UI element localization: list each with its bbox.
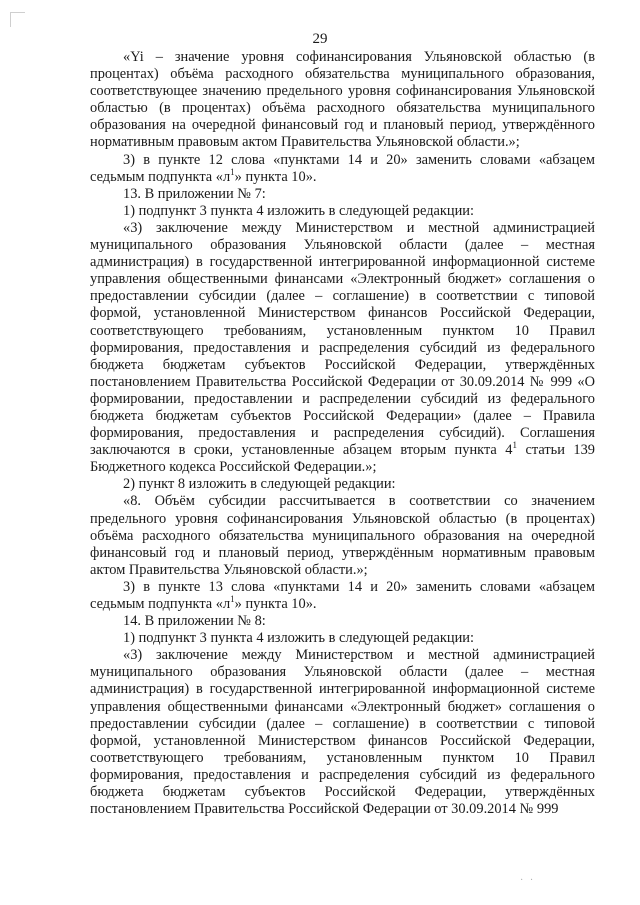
page-number: 29 — [312, 31, 328, 47]
text-segment: » пункта 10». — [234, 168, 317, 185]
paragraph-10 — [90, 630, 595, 647]
paragraph-7 — [90, 493, 595, 578]
text-segment: статьи 139 Бюджетного кодекса Российской Федерации.»; — [90, 442, 595, 476]
superscript: 1 — [230, 166, 235, 177]
text-segment: 2) пункт 8 изложить в следующей редакции: — [123, 476, 396, 493]
text-segment: 1) подпункт 3 пункта 4 изложить в следующей редакции: — [123, 630, 474, 647]
paragraph-5 — [90, 220, 595, 476]
paragraph-2 — [90, 152, 595, 186]
paragraph-1 — [90, 49, 595, 152]
text-segment: «3) заключение между Министерством и местной администрацией муниципального образования Ульяновской области (далее – местная администрация) в государственной интегрированной информационной системе управления общественными финансами «Электронный бюджет» соглашения о предоставлении субсидии (далее – соглашение) в соответствии с типовой формой, установленной Министерством финансов Российской Федерации, соответствующего требованиям, установленным пунктом 10 Правил формирования, предоставления и распределения субсидий из федерального бюджета бюджетам субъектов Российской Федерации, утверждённых постановлением Правительства Российской Федерации от 30.09.2014 № 999 «О формировании, предоставлении и распределении субсидий из федерального бюджета бюджетам субъектов Российской Федерации» (далее – Правила формирования, предоставления и распределения субсидий). Соглашения заключаются в сроки, установленные абзацем вторым пункта 4 — [90, 219, 595, 459]
text-segment: 14. В приложении № 8: — [123, 613, 266, 630]
document-body — [90, 49, 595, 818]
text-segment: 3) в пункте 13 слова «пунктами 14 и 20» заменить словами «абзацем седьмым подпункта «л — [90, 578, 595, 612]
paragraph-4 — [90, 203, 595, 220]
superscript: 1 — [230, 594, 235, 605]
text-segment: 3) в пункте 12 слова «пунктами 14 и 20» заменить словами «абзацем седьмым подпункта «л — [90, 151, 595, 185]
text-segment: 1) подпункт 3 пункта 4 изложить в следующей редакции: — [123, 202, 474, 219]
scan-dots: · · — [520, 875, 536, 886]
text-segment: «Yi – значение уровня софинансирования Ульяновской областью (в процентах) объёма расходного обязательства муниципального образования, соответствующее значению предельного уровня софинансирования Ульяновской областью (в процентах) объёма расходного обязательства муниципального образования на очередной финансовый год и плановый период, утверждённого нормативным правовым актом Правительства Ульяновской области.»; — [90, 49, 595, 151]
paragraph-3 — [90, 186, 595, 203]
scan-corner-mark — [10, 12, 25, 27]
paragraph-6 — [90, 476, 595, 493]
paragraph-11 — [90, 647, 595, 818]
text-segment: «8. Объём субсидии рассчитывается в соответствии со значением предельного уровня софинансирования Ульяновской областью (в процентах) объёма расходного обязательства муниципального образования на очередной финансовый год и плановый период, утверждённым нормативным правовым актом Правительства Ульяновской области.»; — [90, 493, 595, 578]
text-segment: » пункта 10». — [234, 596, 317, 612]
paragraph-9 — [90, 613, 595, 630]
text-segment: «3) заключение между Министерством и местной администрацией муниципального образования Ульяновской области (далее – местная администрация) в государственной интегрированной информационной системе управления общественными финансами «Электронный бюджет» соглашения о предоставлении субсидии (далее – соглашение) в соответствии с типовой формой, установленной Министерством финансов Российской Федерации, соответствующего требованиям, установленным пунктом 10 Правил формирования, предоставления и распределения субсидий из федерального бюджета бюджетам субъектов Российской Федерации, утверждённых постановлением Правительства Российской Федерации от 30.09.2014 № 999 — [90, 647, 595, 818]
text-segment: 13. В приложении № 7: — [123, 185, 266, 202]
superscript: 1 — [512, 440, 517, 451]
paragraph-8 — [90, 579, 595, 613]
